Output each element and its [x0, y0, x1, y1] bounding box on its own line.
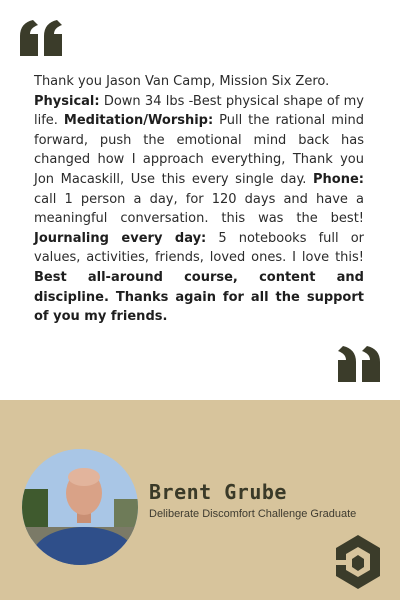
testimonial-text [34, 72, 364, 327]
journaling-label: Journaling every day: [34, 230, 207, 246]
testimonial-intro: Thank you Jason Van Camp, Mission Six Zero. [34, 74, 330, 89]
author-name: Brent Grube [149, 480, 287, 504]
phone-label: Phone: [313, 171, 364, 187]
avatar [22, 449, 138, 565]
phone-text: call 1 person a day, for 120 days and have a meaningful conversation. this was the best! [34, 191, 364, 227]
journaling-text: 5 notebooks full or values, activities, friends, loved ones. I love this! [34, 230, 364, 266]
open-quote-icon [20, 20, 64, 56]
author-photo [22, 449, 138, 565]
author-title: Deliberate Discomfort Challenge Graduate [149, 508, 357, 520]
meditation-text: Pull the rational mind forward, push the emotional mind back has changed how I approach everything, Thank you Jon Macaskill, Use this every single day. [34, 113, 364, 187]
author-footer [0, 400, 400, 600]
brand-logo-icon [332, 533, 384, 591]
meditation-label: Meditation/Worship: [63, 113, 214, 129]
physical-label: Physical: [34, 93, 100, 109]
physical-text: Down 34 lbs -Best physical shape of my life. [34, 93, 364, 129]
close-quote-icon [338, 346, 382, 382]
closing-text: Best all-around course, content and discipline. Thanks again for all the support of you my friends. [34, 269, 364, 325]
